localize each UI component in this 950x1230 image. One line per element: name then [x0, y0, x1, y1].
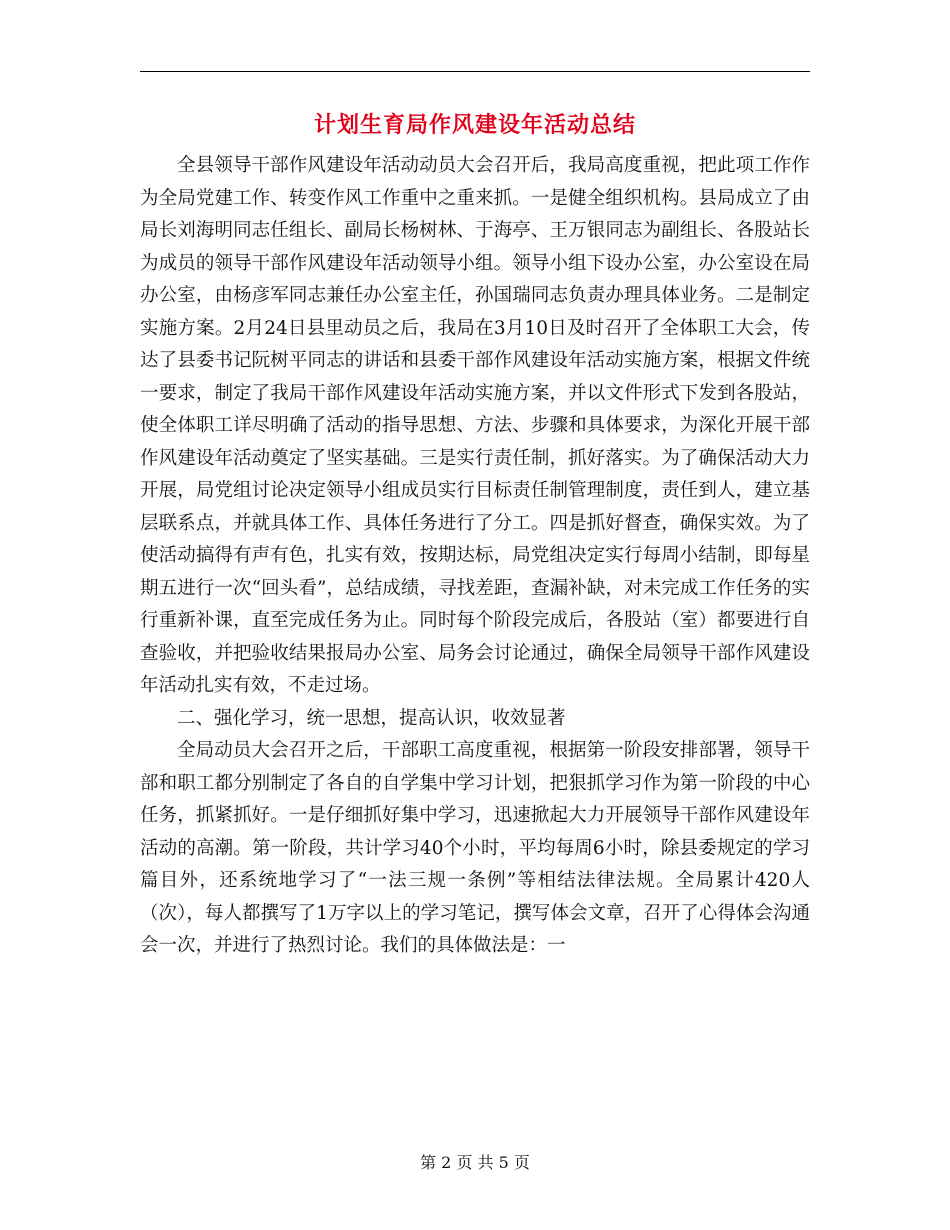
header-rule: [140, 71, 810, 72]
body-paragraph-1: 全县领导干部作风建设年活动动员大会召开后，我局高度重视，把此项工作作为全局党建工作、转变作风工作重中之重来抓。一是健全组织机构。县局成立了由局长刘海明同志任组长、副局长杨树林、于海亭、王万银同志为副组长、各股站长为成员的领导干部作风建设年活动领导小组。领导小组下设办公室，办公室设在局办公室，由杨彦军同志兼任办公室主任，孙国瑞同志负责办理具体业务。二是制定实施方案。2月24日县里动员之后，我局在3月10日及时召开了全体职工大会，传达了县委书记阮树平同志的讲话和县委干部作风建设年活动实施方案，根据文件统一要求，制定了我局干部作风建设年活动实施方案，并以文件形式下发到各股站，使全体职工详尽明确了活动的指导思想、方法、步骤和具体要求，为深化开展干部作风建设年活动奠定了坚实基础。三是实行责任制，抓好落实。为了确保活动大力开展，局党组讨论决定领导小组成员实行目标责任制管理制度，责任到人，建立基层联系点，并就具体工作、具体任务进行了分工。四是抓好督查，确保实效。为了使活动搞得有声有色，扎实有效，按期达标，局党组决定实行每周小结制，即每星期五进行一次“回头看”，总结成绩，寻找差距，查漏补缺，对未完成工作任务的实行重新补课，直至完成任务为止。同时每个阶段完成后，各股站（室）都要进行自查验收，并把验收结果报局办公室、局务会讨论通过，确保全局领导干部作风建设年活动扎实有效，不走过场。: [140, 155, 810, 696]
body-paragraph-3: 全局动员大会召开之后，干部职工高度重视，根据第一阶段安排部署，领导干部和职工都分别制定了各自的自学集中学习计划，把狠抓学习作为第一阶段的中心任务，抓紧抓好。一是仔细抓好集中学习，迅速掀起大力开展领导干部作风建设年活动的高潮。第一阶段，共计学习40个小时，平均每周6小时，除县委规定的学习篇目外，还系统地学习了“一法三规一条例”等相结法律法规。全局累计420人（次），每人都撰写了1万字以上的学习笔记，撰写体会文章，召开了心得体会沟通会一次，并进行了热烈讨论。我们的具体做法是：一: [140, 740, 810, 956]
document-title: 计划生育局作风建设年活动总结: [313, 112, 636, 138]
page-number-footer: 第 2 页 共 5 页: [420, 1153, 530, 1172]
section-heading-2: 二、强化学习，统一思想，提高认识，收效显著: [177, 707, 566, 729]
document-body: [140, 150, 810, 963]
